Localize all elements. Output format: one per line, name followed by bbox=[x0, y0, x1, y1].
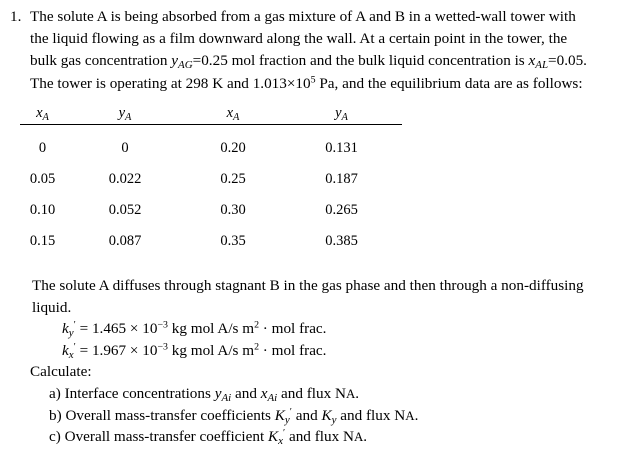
table-cell: 0 bbox=[38, 140, 47, 156]
intro-line-4: The tower is operating at 298 K and $1.013\times 10^5$ Pa, and the equilibrium data are as follows: bbox=[30, 74, 583, 92]
table-cell: 0.385 bbox=[325, 233, 358, 249]
table-cell: 0.052 bbox=[108, 202, 142, 218]
calculate-label: Calculate: bbox=[30, 363, 92, 381]
equilibrium-table bbox=[20, 102, 402, 257]
intro-line-1: 1. The solute A is being absorbed from a gas mixture of A and B in a wetted-wall tower with bbox=[10, 6, 630, 28]
question-b: b) Overall mass-transfer coefficients $K_y'$ and $K_y$ and flux NA. bbox=[49, 406, 419, 426]
question-number: 1. bbox=[10, 8, 22, 25]
header-ya-2: $y_A$ bbox=[281, 102, 402, 125]
ky-coefficient: $k_y' = 1.465 \times 10^{-3}$ kg mol A/s $m^2$ · mol frac. bbox=[62, 319, 327, 340]
header-xa-2: $x_A$ bbox=[185, 102, 281, 125]
header-xa-1: $x_A$ bbox=[20, 102, 65, 125]
question-a: a) Interface concentrations $y_{Ai}$ and $x_{Ai}$ and flux NA. bbox=[49, 384, 360, 405]
table-cell: 0.022 bbox=[108, 171, 142, 187]
diffusion-line-2: liquid. bbox=[32, 298, 72, 316]
table-row bbox=[20, 164, 402, 195]
kx-coefficient: $k_x' = 1.967 \times 10^{-3}$ kg mol A/s $m^2$ · mol frac. bbox=[62, 341, 327, 361]
table-cell: 0.15 bbox=[29, 233, 56, 249]
question-c: c) Overall mass-transfer coefficient $K_x'$ and flux NA. bbox=[49, 427, 368, 448]
table-cell: 0.35 bbox=[220, 233, 246, 249]
table-cell: 0.30 bbox=[220, 202, 246, 218]
intro-line-2: the liquid flowing as a film downward along the wall. At a certain point in the tower, the bbox=[30, 30, 568, 48]
table-row bbox=[20, 125, 402, 165]
table-cell: 0.087 bbox=[108, 233, 142, 249]
diffusion-line-1: The solute A diffuses through stagnant B in the gas phase and then through a non-diffusing bbox=[32, 277, 584, 294]
table-cell: 0.131 bbox=[325, 140, 358, 156]
table-cell: 0.10 bbox=[29, 202, 56, 218]
table-cell: 0.05 bbox=[29, 171, 56, 187]
intro-line-3: bulk gas concentration $y_{AG}=0.25$ mol fraction and the bulk liquid concentration is $x_{AL}=0.05$. bbox=[30, 52, 587, 72]
table-row bbox=[20, 195, 402, 226]
header-ya-1: $y_A$ bbox=[65, 102, 185, 125]
table-row bbox=[20, 226, 402, 257]
table-cell: 0 bbox=[121, 140, 129, 156]
table-cell: 0.187 bbox=[325, 171, 358, 187]
table-cell: 0.20 bbox=[220, 140, 246, 156]
table-header-row bbox=[20, 102, 402, 125]
problem-continuation bbox=[32, 275, 622, 448]
table-cell: 0.25 bbox=[220, 171, 246, 187]
table-cell: 0.265 bbox=[325, 202, 358, 218]
problem-statement bbox=[10, 6, 630, 95]
